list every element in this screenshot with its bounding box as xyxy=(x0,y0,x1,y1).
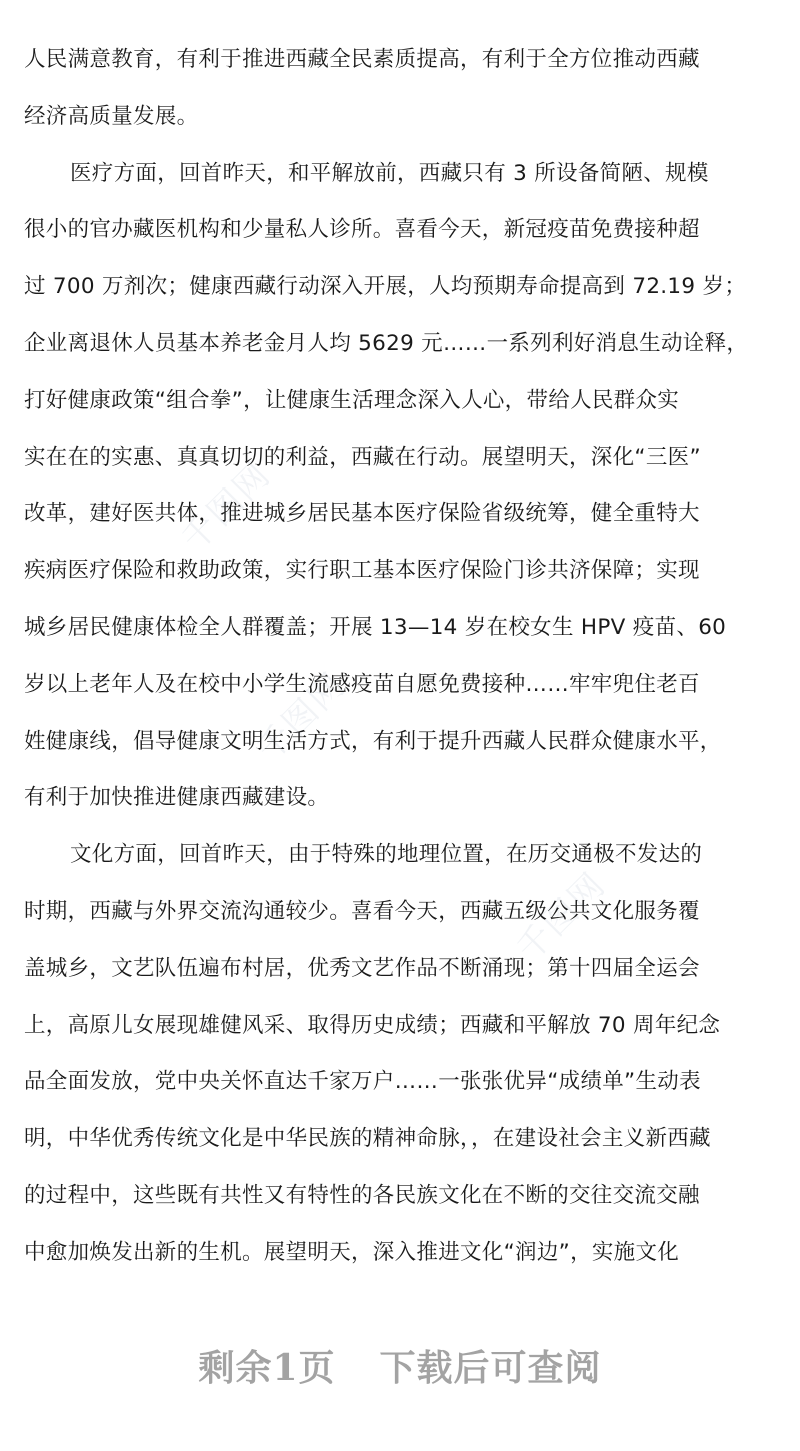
text-line-12: 岁以上老年人及在校中小学生流感疫苗自愿免费接种……牢牢兜住老百 xyxy=(24,671,700,697)
text-line-3: 医疗方面，回首昨天，和平解放前，西藏只有 3 所设备简陋、规模 xyxy=(70,160,709,186)
text-line-9: 改革，建好医共体，推进城乡居民基本医疗保险省级统筹，健全重特大 xyxy=(24,501,700,527)
text-line-21: 的过程中，这些既有共性又有特性的各民族文化在不断的交往交流交融 xyxy=(24,1182,700,1208)
document-body xyxy=(24,40,776,1290)
text-line-7: 打好健康政策“组合拳”，让健康生活理念深入人心，带给人民群众实 xyxy=(24,387,680,413)
text-line-6: 企业离退休人员基本养老金月人均 5629 元……一系列利好消息生动诠释， xyxy=(24,330,749,356)
download-hint-label: 下载后可查阅 xyxy=(379,1347,602,1389)
text-line-20: 明，中华优秀传统文化是中华民族的精神命脉，，在建设社会主义新西藏 xyxy=(24,1126,711,1152)
watermark-3: 千图网 xyxy=(509,864,614,970)
watermark-1: 千图网 xyxy=(174,454,279,560)
text-line-5: 过 700 万剂次；健康西藏行动深入开展，人均预期寿命提高到 72.19 岁； xyxy=(24,274,747,300)
text-line-15: 文化方面，回首昨天，由于特殊的地理位置，在历交通极不发达的 xyxy=(70,842,703,868)
text-line-16: 时期，西藏与外界交流沟通较少。喜看今天，西藏五级公共文化服务覆 xyxy=(24,898,700,924)
remaining-pages-label: 剩余1页 xyxy=(198,1347,336,1389)
text-line-18: 上，高原儿女展现雄健风采、取得历史成绩；西藏和平解放 70 周年纪念 xyxy=(24,1012,721,1038)
text-line-17: 盖城乡，文艺队伍遍布村居，优秀文艺作品不断涌现；第十四届全运会 xyxy=(24,955,700,981)
text-line-1: 人民满意教育，有利于推进西藏全民素质提高，有利于全方位推动西藏 xyxy=(24,47,700,72)
text-line-10: 疾病医疗保险和救助政策，实行职工基本医疗保险门诊共济保障；实现 xyxy=(24,558,700,584)
text-line-19: 品全面发放，党中央关怀直达千家万户……一张张优异“成绩单”生动表 xyxy=(24,1069,701,1095)
text-line-14: 有利于加快推进健康西藏建设。 xyxy=(24,785,330,811)
download-prompt[interactable] xyxy=(0,1340,800,1391)
text-line-8: 实在在的实惠、真真切切的利益，西藏在行动。展望明天，深化“三医” xyxy=(24,444,701,470)
text-line-13: 姓健康线，倡导健康文明生活方式，有利于提升西藏人民群众健康水平， xyxy=(24,728,722,754)
watermark-2: 千图网 xyxy=(249,664,354,770)
text-line-11: 城乡居民健康体检全人群覆盖；开展 13—14 岁在校女生 HPV 疫苗、60 xyxy=(24,614,727,640)
text-line-22: 中愈加焕发出新的生机。展望明天，深入推进文化“润边”，实施文化 xyxy=(24,1239,680,1265)
text-line-2: 经济高质量发展。 xyxy=(24,103,199,129)
text-line-4: 很小的官办藏医机构和少量私人诊所。喜看今天，新冠疫苗免费接种超 xyxy=(24,217,700,243)
